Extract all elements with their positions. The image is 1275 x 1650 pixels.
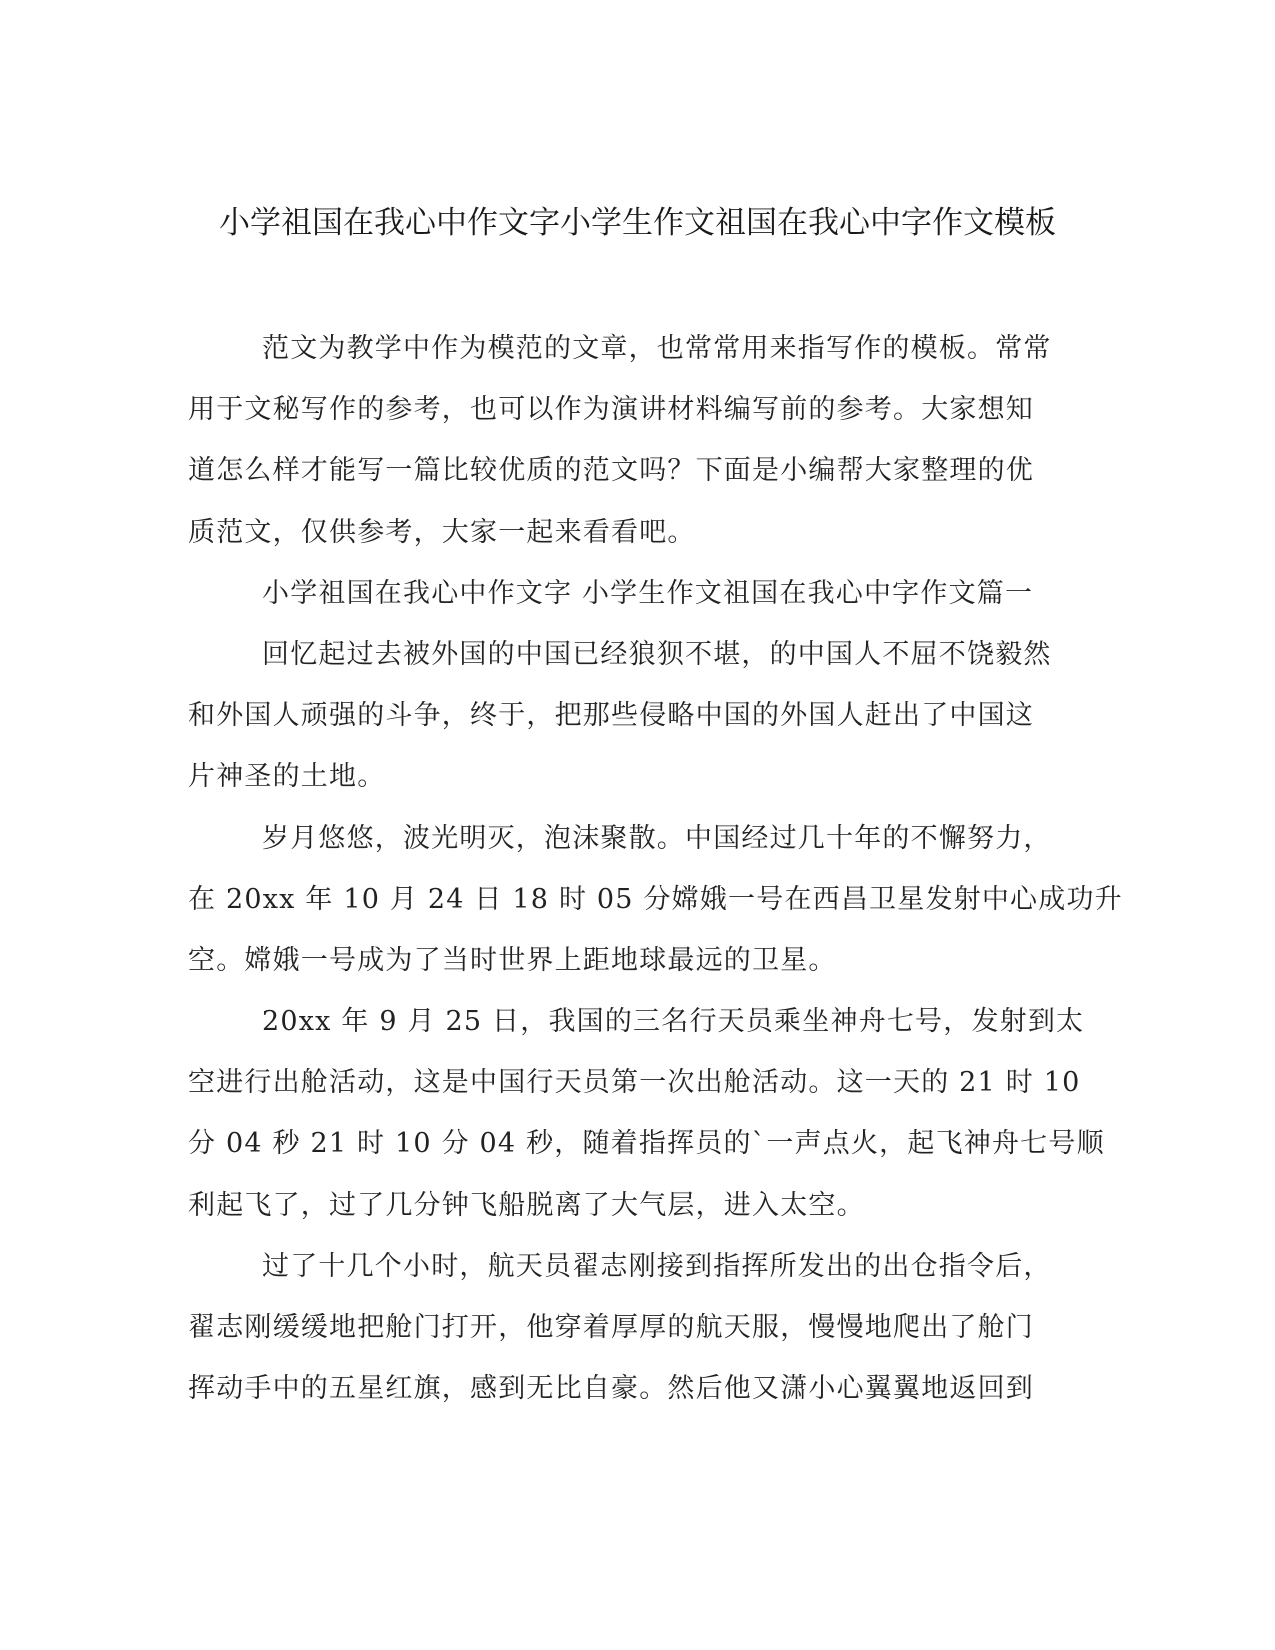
paragraph-line: 空。嫦娥一号成为了当时世界上距地球最远的卫星。 [188, 944, 837, 976]
section-heading: 小学祖国在我心中作文字 小学生作文祖国在我心中字作文篇一 [262, 577, 1034, 609]
paragraph-line: 20xx 年 9 月 25 日，我国的三名行天员乘坐神舟七号，发射到太 [262, 1006, 1085, 1038]
document-title: 小学祖国在我心中作文字小学生作文祖国在我心中字作文模板 [219, 205, 1056, 241]
paragraph-line: 质范文，仅供参考，大家一起来看看吧。 [188, 516, 696, 548]
document-body [188, 318, 1123, 1419]
paragraph-line: 回忆起过去被外国的中国已经狼狈不堪，的中国人不屈不饶毅然 [262, 638, 1052, 670]
paragraph-line: 在 20xx 年 10 月 24 日 18 时 05 分嫦娥一号在西昌卫星发射中心成功升 [188, 883, 1123, 915]
paragraph-line: 用于文秘写作的参考，也可以作为演讲材料编写前的参考。大家想知 [188, 394, 1034, 426]
paragraph-line: 岁月悠悠，波光明灭，泡沫聚散。中国经过几十年的不懈努力， [262, 822, 1052, 854]
paragraph-line: 道怎么样才能写一篇比较优质的范文吗？下面是小编帮大家整理的优 [188, 455, 1034, 487]
paragraph-line: 过了十几个小时，航天员翟志刚接到指挥所发出的出仓指令后， [262, 1250, 1052, 1282]
paragraph-line: 利起飞了，过了几分钟飞船脱离了大气层，进入太空。 [188, 1189, 865, 1221]
paragraph-line: 范文为教学中作为模范的文章，也常常用来指写作的模板。常常 [262, 333, 1052, 364]
paragraph-line: 分 04 秒 21 时 10 分 04 秒，随着指挥员的`一声点火，起飞神舟七号顺 [188, 1128, 1105, 1160]
paragraph-line: 片神圣的土地。 [188, 761, 386, 793]
paragraph-line: 空进行出舱活动，这是中国行天员第一次出舱活动。这一天的 21 时 10 [188, 1067, 1081, 1099]
paragraph-line: 翟志刚缓缓地把舱门打开，他穿着厚厚的航天服，慢慢地爬出了舱门 [188, 1312, 1034, 1343]
paragraph-line: 和外国人顽强的斗争，终于，把那些侵略中国的外国人赶出了中国这 [188, 700, 1034, 732]
paragraph-line: 挥动手中的五星红旗，感到无比自豪。然后他又潇小心翼翼地返回到 [188, 1373, 1034, 1405]
